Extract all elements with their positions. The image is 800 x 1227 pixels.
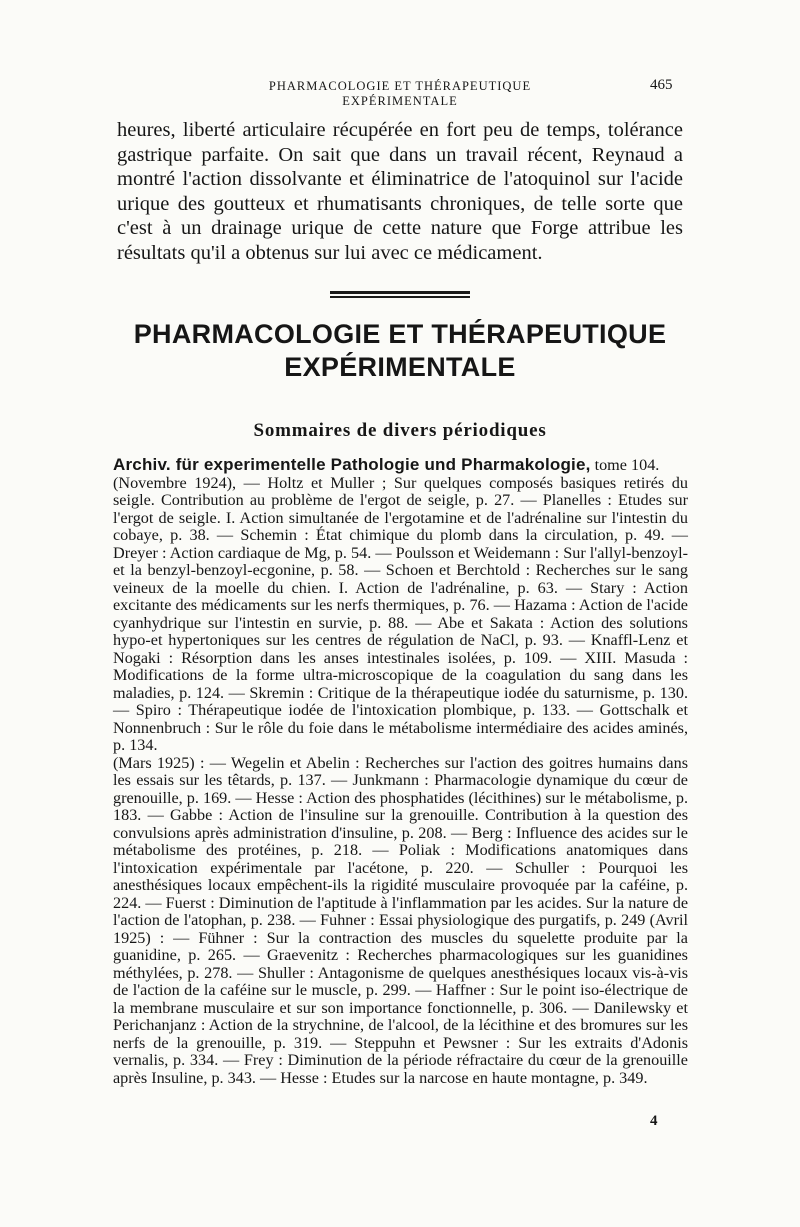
- section-divider-top: [330, 291, 470, 294]
- section-divider-bottom: [330, 296, 470, 298]
- entry-november-1924: (Novembre 1924), — Holtz et Muller ; Sur quelques composés basiques retirés du seigle. Contribution au problème de l'ergot de seigle, p. 27. — Planelles : Etudes sur l'ergot de seigle. I. Action simultanée de l'ergotamine et de l'adrénaline sur l'intestin du cobaye, p. 38. — Schemin : État chimique du plomb dans la circulation, p. 49. — Dreyer : Action cardiaque de Mg, p. 54. — Poulsson et Weidemann : Sur l'allyl-benzoyl-et la benzyl-benzoyl-ecgonine, p. 58. — Schoen et Berchtold : Recherches sur le sang veineux de la moelle du chien. I. Action de l'adrénaline, p. 63. — Stary : Action excitante des médicaments sur les nerfs thermiques, p. 76. — Hazama : Action de l'acide cyanhydrique sur l'intestin en survie, p. 88. — Abe et Sakata : Action des solutions hypo-et hypertoniques sur les centres de régulation de NaCl, p. 93. — Knaffl-Lenz et Nogaki : Résorption dans les anses intestinales isolées, p. 109. — XIII. Masuda : Modifications de la forme ultra-microscopique de la coagulation du sang dans les maladies, p. 124. — Skremin : Critique de la thérapeutique iodée du saturnisme, p. 130. — Spiro : Thérapeutique iodée de l'intoxication plombique, p. 133. — Gottschalk et Nonnenbruch : Sur le rôle du foie dans le métabolisme intermédiaire des acides aminés, p. 134.: [113, 473, 688, 754]
- signature-mark: 4: [650, 1113, 658, 1129]
- entry-march-1925: (Mars 1925) : — Wegelin et Abelin : Recherches sur l'action des goitres humains dans les essais sur les têtards, p. 137. — Junkmann : Pharmacologie dynamique du cœur de grenouille, p. 169. — Hesse : Action des phosphatides (lécithines) sur le métabolisme, p. 183. — Gabbe : Action de l'insuline sur la grenouille. Contribution à la question des convulsions après administration d'insuline, p. 208. — Berg : Influence des acides sur le métabolisme des protéines, p. 218. — Poliak : Modifications anatomiques dans l'intoxication expérimentale par l'acétone, p. 220. — Schuller : Pourquoi les anesthésiques locaux empêchent-ils la rigidité musculaire provoquée par la caféine, p. 224. — Fuerst : Diminution de l'aptitude à l'inflammation par les acides. Sur la nature de l'action de l'atophan, p. 238. — Fuhner : Essai physiologique des purgatifs, p. 249 (Avril 1925) : — Fühner : Sur la contraction des muscles du squelette produite par la guanidine, p. 265. — Graevenitz : Recherches pharmacologiques sur les guanidines méthylées, p. 278. — Shuller : Antagonisme de quelques anesthésiques locaux vis-à-vis de l'action de la caféine sur le muscle, p. 299. — Haffner : Sur le point iso-électrique de la membrane musculaire et sur son importance fonctionnelle, p. 306. — Danilewsky et Perichanjanz : Action de la strychnine, de l'alcool, de la lécithine et des bromures sur les nerfs de la grenouille, p. 319. — Steppuhn et Pewsner : Sur les extraits d'Adonis vernalis, p. 334. — Frey : Diminution de la période réfractaire du cœur de la grenouille après Insuline, p. 343. — Hesse : Etudes sur la narcose en haute montagne, p. 349.: [113, 753, 688, 1087]
- subsection-title: Sommaires de divers périodiques: [253, 420, 547, 441]
- running-head: PHARMACOLOGIE ET THÉRAPEUTIQUE EXPÉRIMENTALE: [268, 79, 532, 108]
- journal-heading: [113, 456, 688, 475]
- journal-name: Archiv. für experimentelle Pathologie und Pharmakologie,: [113, 455, 591, 474]
- page-number: 465: [650, 77, 673, 93]
- section-title: [100, 318, 700, 384]
- journal-volume: tome 104.: [590, 456, 660, 474]
- intro-paragraph: heures, liberté articulaire récupérée en fort peu de temps, tolérance gastrique parfaite. On sait que dans un travail récent, Reynaud a montré l'action dissolvante et éliminatrice de l'atoquinol sur l'acide urique des goutteux et rhumatisants chroniques, de telle sorte que c'est à un drainage urique de cette nature que Forge attribue les résultats qu'il a obtenus sur lui avec ce médicament.: [117, 119, 683, 264]
- section-title-line1: PHARMACOLOGIE ET THÉRAPEUTIQUE: [133, 319, 667, 349]
- section-title-line2: EXPÉRIMENTALE: [284, 352, 516, 382]
- periodical-summaries: [113, 456, 688, 1087]
